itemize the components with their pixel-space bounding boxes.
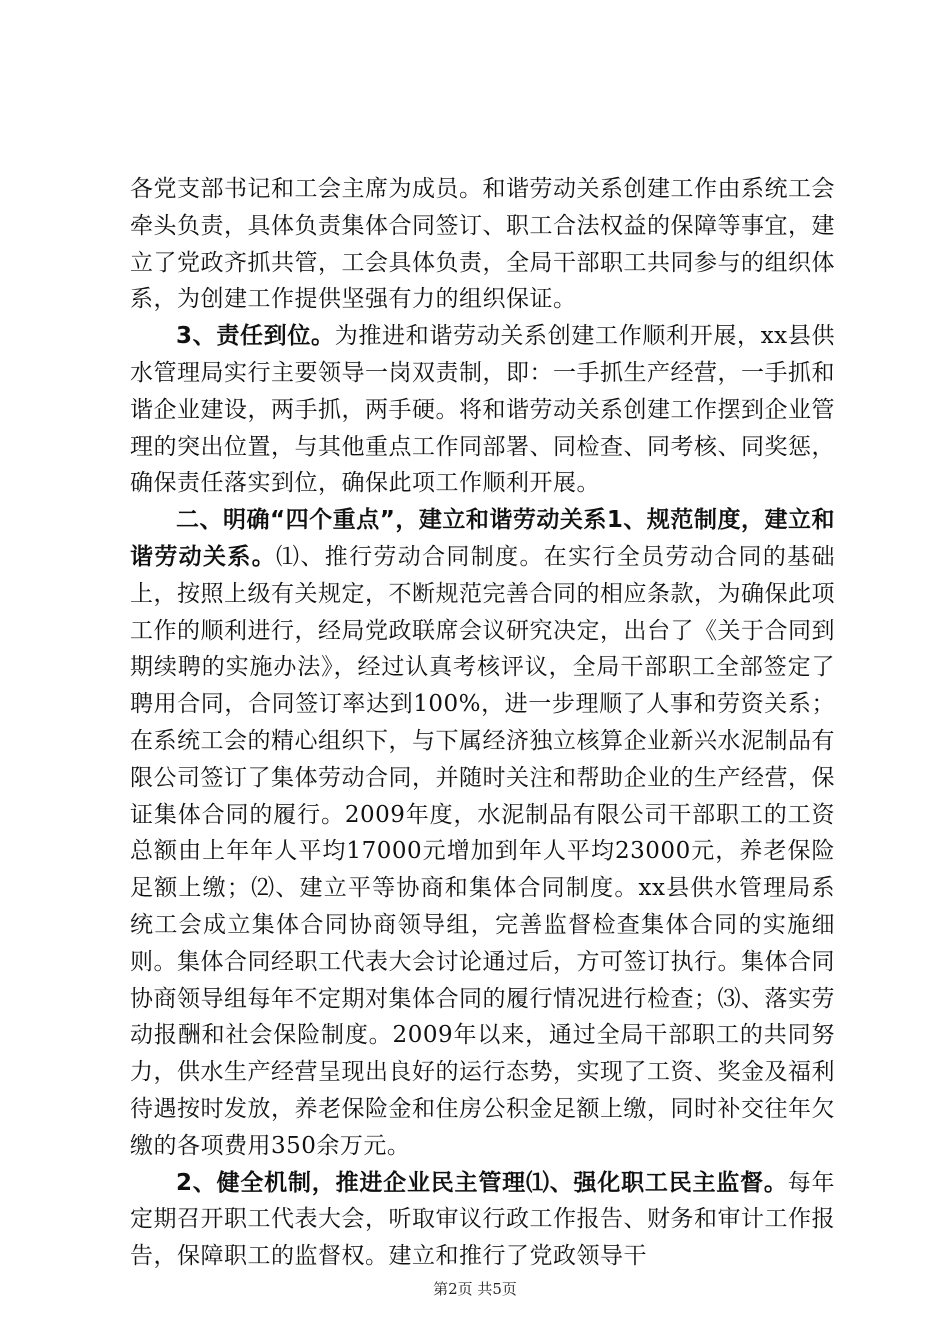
paragraph-2-text: 为推进和谐劳动关系创建工作顺利开展，xx县供水管理局实行主要领导一岗双责制，即：一手抓生产经营，一手抓和谐企业建设，两手抓，两手硬。将和谐劳动关系创建工作摆到企业管理的突出位置，与其他重点工作同部署、同检查、同考核、同奖惩，确保责任落实到位，确保此项工作顺利开展。	[130, 323, 835, 497]
paragraph-3	[130, 502, 835, 1164]
section-heading: 二、明确“四个重点”，建立和谐劳动关系1、规范制度，建立和谐劳动关系。	[130, 507, 835, 570]
paragraph-4-text: 每年定期召开职工代表大会，听取审议行政工作报告、财务和审计工作报告，保障职工的监督权。建立和推行了党政领导干	[130, 1169, 835, 1270]
page-number-footer: 第2页 共5页	[433, 1280, 517, 1298]
paragraph-1-text: 各党支部书记和工会主席为成员。和谐劳动关系创建工作由系统工会牵头负责，具体负责集体合同签订、职工合法权益的保障等事宜，建立了党政齐抓共管，工会具体负责，全局干部职工共同参与的组织体系，为创建工作提供坚强有力的组织保证。	[130, 176, 835, 313]
paragraph-4-heading: 2、健全机制，推进企业民主管理⑴、强化职工民主监督。	[176, 1169, 788, 1196]
document-body	[130, 171, 835, 1275]
paragraph-2-heading: 3、责任到位。	[176, 323, 335, 350]
paragraph-4	[130, 1165, 835, 1275]
paragraph-1	[130, 171, 835, 318]
paragraph-2	[130, 318, 835, 502]
paragraph-3-text: ⑴、推行劳动合同制度。在实行全员劳动合同的基础上，按照上级有关规定，不断规范完善合同的相应条款，为确保此项工作的顺利进行，经局党政联席会议研究决定，出台了《关于合同到期续聘的实施办法》，经过认真考核评议，全局干部职工全部签定了聘用合同，合同签订率达到100%，进一步理顺了人事和劳资关系；在系统工会的精心组织下，与下属经济独立核算企业新兴水泥制品有限公司签订了集体劳动合同，并随时关注和帮助企业的生产经营，保证集体合同的履行。2009年度，水泥制品有限公司干部职工的工资总额由上年年人平均17000元增加到年人平均23000元，养老保险足额上缴；⑵、建立平等协商和集体合同制度。xx县供水管理局系统工会成立集体合同协商领导组，完善监督检查集体合同的实施细则。集体合同经职工代表大会讨论通过后，方可签订执行。集体合同协商领导组每年不定期对集体合同的履行情况进行检查；⑶、落实劳动报酬和社会保险制度。2009年以来，通过全局干部职工的共同努力，供水生产经营呈现出良好的运行态势，实现了工资、奖金及福利待遇按时发放，养老保险金和住房公积金足额上缴，同时补交往年欠缴的各项费用350余万元。	[130, 543, 836, 1159]
